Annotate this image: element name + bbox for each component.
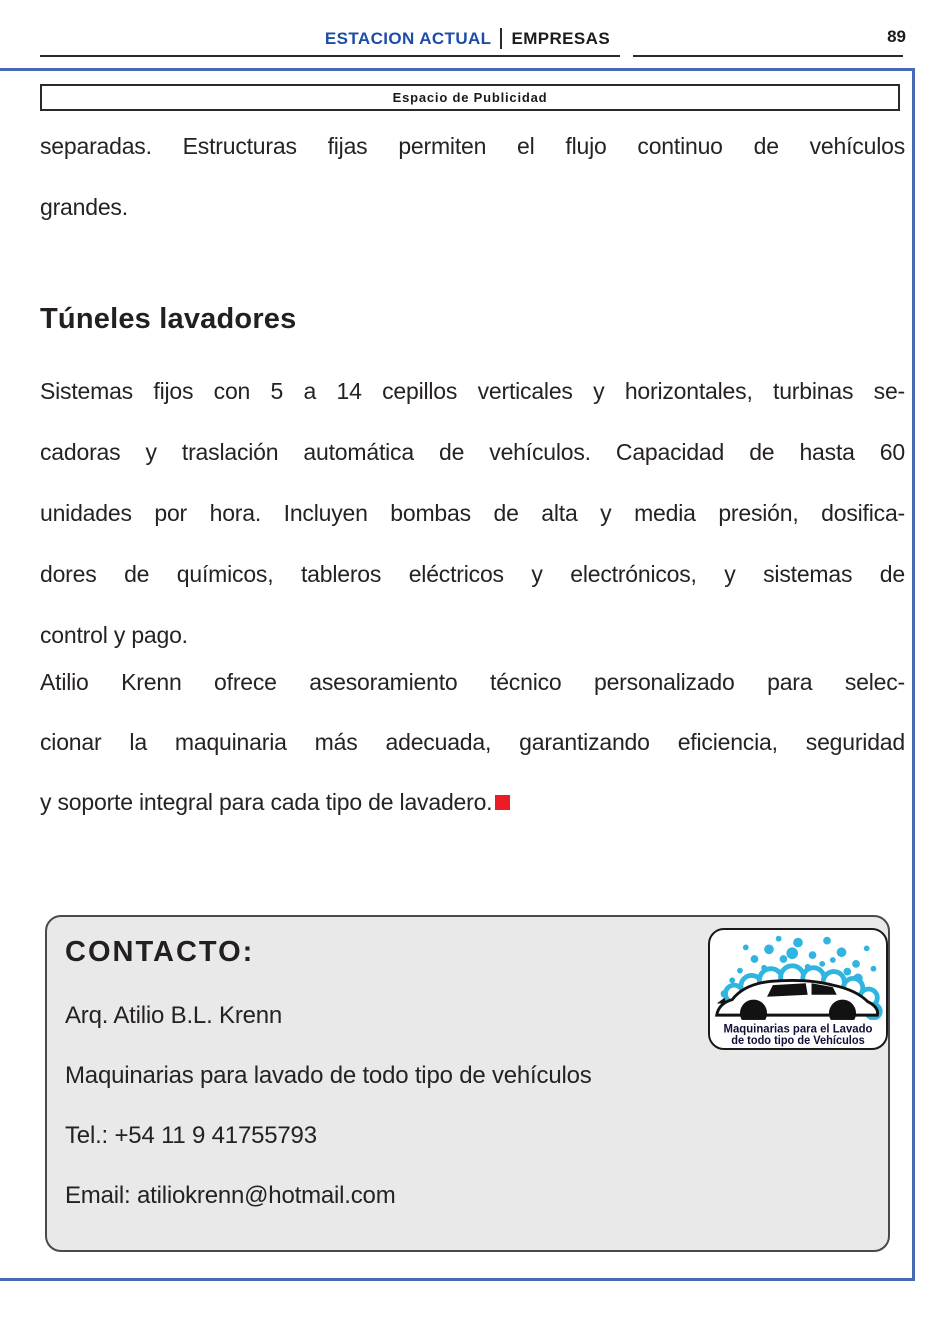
- logo-caption-line2: de todo tipo de Vehículos: [731, 1034, 865, 1048]
- page-number: 89: [887, 27, 906, 46]
- contact-phone: Tel.: +54 11 9 41755793: [65, 1122, 317, 1149]
- paragraph-line: dores de químicos, tableros eléctricos y electrónicos, y sistemas de: [40, 561, 905, 587]
- paragraph-line: [40, 772, 905, 832]
- ad-banner-label: Espacio de Publicidad: [392, 90, 548, 105]
- paragraph-line: cadoras y traslación automática de vehículos. Capacidad de hasta 60: [40, 439, 905, 465]
- contact-title: CONTACTO:: [65, 936, 255, 968]
- article-paragraph-1: [40, 361, 905, 666]
- header-rule-left: [40, 55, 620, 57]
- contact-email: Email: atiliokrenn@hotmail.com: [65, 1182, 396, 1209]
- paragraph-line: control y pago.: [40, 622, 188, 648]
- car-wash-logo-icon: [710, 930, 886, 1048]
- paragraph-line: separadas. Estructuras fijas permiten el flujo continuo de vehículos: [40, 133, 905, 159]
- article-heading: Túneles lavadores: [40, 303, 297, 335]
- paragraph-line: cionar la maquinaria más adecuada, garantizando eficiencia, seguridad: [40, 729, 905, 755]
- intro-paragraph: [40, 116, 905, 238]
- contact-description: Maquinarias para lavado de todo tipo de vehículos: [65, 1062, 592, 1089]
- paragraph-line: Atilio Krenn ofrece asesoramiento técnico personalizado para selec-: [40, 669, 905, 695]
- company-logo: [708, 928, 888, 1050]
- magazine-name: ESTACION ACTUAL: [324, 28, 492, 48]
- paragraph-line-text: y soporte integral para cada tipo de lavadero.: [40, 789, 493, 815]
- end-of-article-marker: [495, 795, 510, 810]
- header-rule-right: [633, 55, 903, 57]
- paragraph-line: unidades por hora. Incluyen bombas de alta y media presión, dosifica-: [40, 500, 905, 526]
- paragraph-line: grandes.: [40, 194, 128, 220]
- logo-caption-line1: Maquinarias para el Lavado: [723, 1022, 873, 1036]
- ad-banner: [40, 84, 900, 111]
- car-window-rear-icon: [767, 983, 808, 997]
- header: [0, 28, 935, 49]
- paragraph-line: Sistemas fijos con 5 a 14 cepillos verticales y horizontales, turbinas se-: [40, 378, 905, 404]
- contact-name: Arq. Atilio B.L. Krenn: [65, 1002, 283, 1029]
- section-name: EMPRESAS: [511, 28, 611, 48]
- article-paragraph-2: [40, 652, 905, 832]
- header-divider: [500, 28, 502, 49]
